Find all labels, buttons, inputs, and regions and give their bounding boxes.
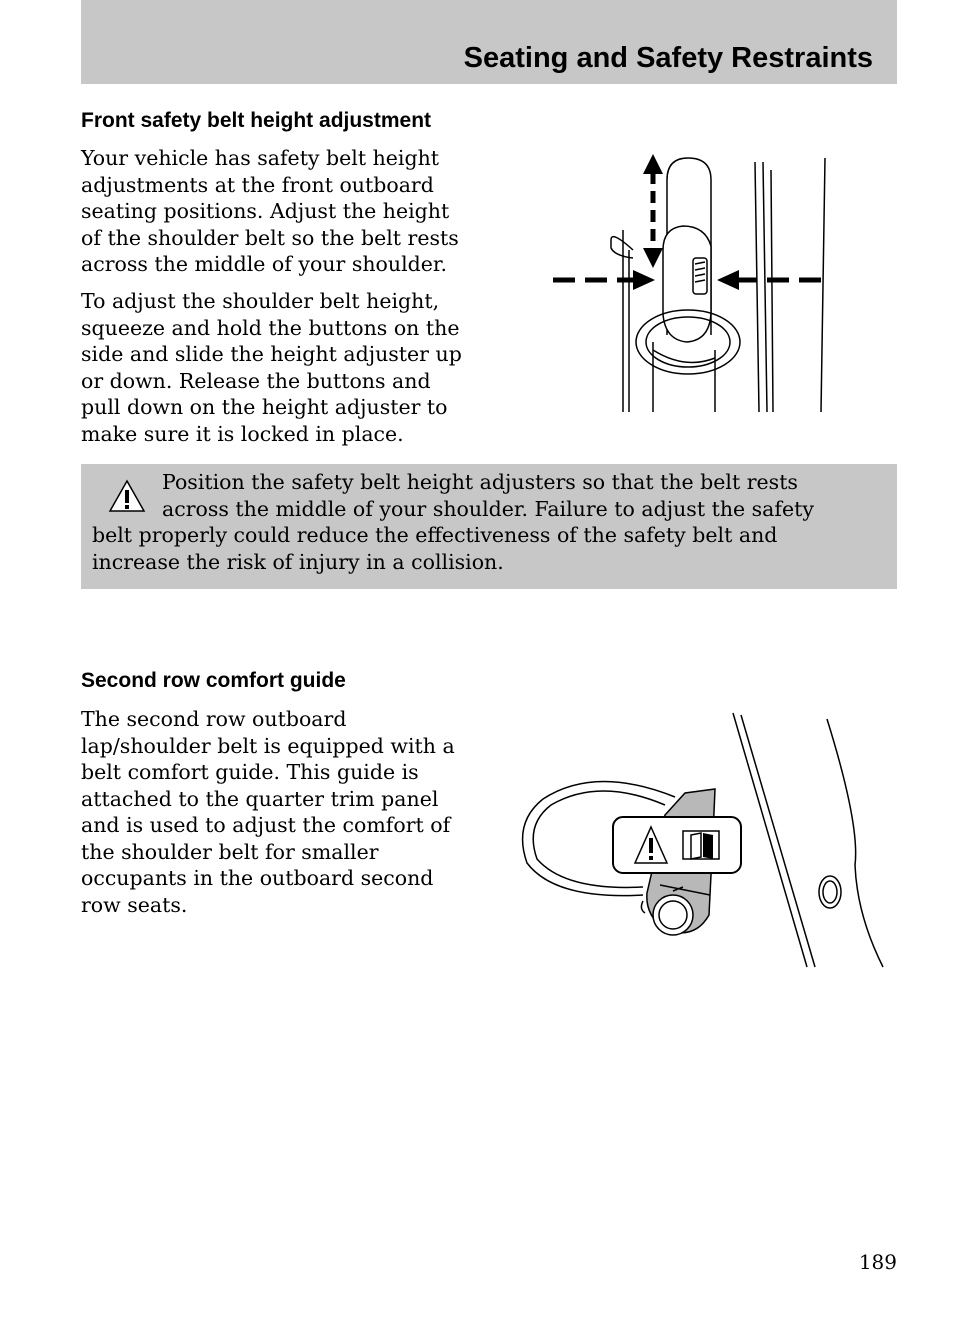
text-line: pull down on the height adjuster to — [81, 395, 448, 419]
paragraph-belt-height-intro — [81, 145, 459, 278]
warning-line: increase the risk of injury in a collision. — [92, 549, 504, 574]
text-line: seating positions. Adjust the height — [81, 199, 450, 223]
paragraph-comfort-guide — [81, 706, 455, 918]
text-line: side and slide the height adjuster up — [81, 342, 462, 366]
text-line: and is used to adjust the comfort of — [81, 813, 451, 837]
text-line: squeeze and hold the buttons on the — [81, 315, 460, 340]
text-line: or down. Release the buttons and — [81, 368, 431, 393]
text-line: Your vehicle has safety belt height — [81, 146, 440, 170]
paragraph-belt-height-instructions — [81, 288, 462, 447]
warning-box — [81, 464, 897, 589]
warning-line: Position the safety belt height adjusters so that the belt rests — [162, 470, 798, 494]
text-line: the shoulder belt for smaller — [81, 839, 379, 864]
text-line: occupants in the outboard second — [81, 866, 434, 890]
text-line: across the middle of your shoulder. — [81, 252, 447, 276]
text-line: To adjust the shoulder belt height, — [81, 289, 440, 313]
belt-height-adjuster-illustration — [545, 150, 835, 420]
warning-line: belt properly could reduce the effectiveness of the safety belt and — [92, 523, 778, 547]
section-title: Seating and Safety Restraints — [463, 42, 873, 74]
text-line: The second row outboard — [81, 707, 347, 731]
warning-line: across the middle of your shoulder. Failure to adjust the safety — [162, 496, 814, 521]
text-line: make sure it is locked in place. — [81, 421, 404, 446]
text-line: belt comfort guide. This guide is — [81, 760, 419, 784]
comfort-guide-illustration — [515, 705, 895, 975]
text-line: lap/shoulder belt is equipped with a — [81, 733, 455, 758]
heading-second-row-comfort-guide: Second row comfort guide — [81, 669, 346, 692]
page-header — [81, 0, 897, 84]
text-line: row seats. — [81, 892, 188, 917]
text-line: attached to the quarter trim panel — [81, 786, 439, 811]
page-number: 189 — [858, 1250, 897, 1274]
heading-front-belt-height: Front safety belt height adjustment — [81, 109, 432, 132]
text-line: of the shoulder belt so the belt rests — [81, 225, 459, 250]
text-line: adjustments at the front outboard — [81, 172, 434, 197]
warning-text — [92, 469, 814, 575]
